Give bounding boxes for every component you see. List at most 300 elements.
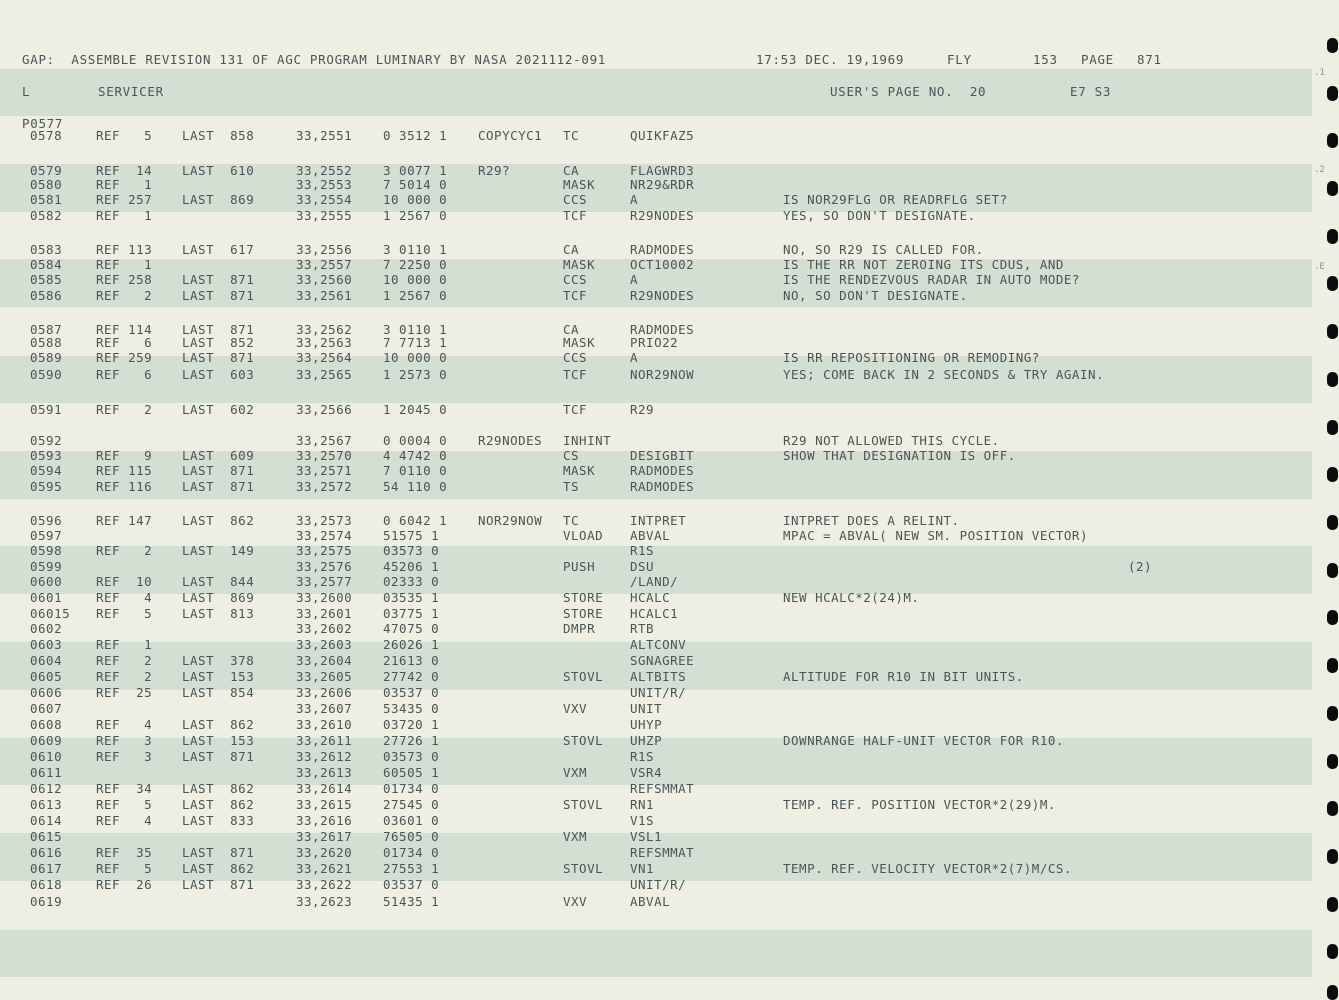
octal-code: 7 0110 0: [383, 463, 448, 478]
ref-count: REF 258: [96, 272, 153, 287]
ref-count: REF 25: [96, 685, 153, 700]
listing-row: [0, 513, 1312, 528]
line-number: 0603: [30, 637, 63, 652]
opcode: STOVL: [563, 861, 604, 876]
listing-row: [0, 574, 1312, 589]
octal-code: 51575 1: [383, 528, 440, 543]
opcode: VXM: [563, 829, 588, 844]
margin-mark: .E: [1314, 262, 1325, 272]
operand: QUIKFAZ5: [630, 128, 695, 143]
address: 33,2622: [296, 877, 353, 892]
ref-count: REF 116: [96, 479, 153, 494]
address: 33,2575: [296, 543, 353, 558]
ref-count: REF 257: [96, 192, 153, 207]
opcode: VXV: [563, 894, 588, 909]
octal-code: 03601 0: [383, 813, 440, 828]
line-number: 0601: [30, 590, 63, 605]
operand: /LAND/: [630, 574, 679, 589]
listing-row: [0, 781, 1312, 796]
listing-row: [0, 797, 1312, 812]
address: 33,2577: [296, 574, 353, 589]
ref-count: REF 2: [96, 653, 153, 668]
listing-row: [0, 749, 1312, 764]
opcode: TCF: [563, 288, 588, 303]
last-ref: LAST 869: [182, 590, 255, 605]
line-number: 0593: [30, 448, 63, 463]
opcode: PUSH: [563, 559, 596, 574]
opcode: CCS: [563, 192, 588, 207]
listing-row: [0, 177, 1312, 192]
last-ref: LAST 149: [182, 543, 255, 558]
opcode: STOVL: [563, 669, 604, 684]
listing-row: [0, 128, 1312, 143]
address: 33,2565: [296, 367, 353, 382]
ref-count: REF 6: [96, 367, 153, 382]
address: 33,2557: [296, 257, 353, 272]
subheader-section: SERVICER: [98, 84, 164, 99]
octal-code: 7 5014 0: [383, 177, 448, 192]
last-ref: LAST 610: [182, 163, 255, 178]
octal-code: 03573 0: [383, 543, 440, 558]
listing-row: [0, 701, 1312, 716]
ref-count: REF 26: [96, 877, 153, 892]
address: 33,2567: [296, 433, 353, 448]
header-time: 17:53 DEC. 19,1969: [756, 52, 905, 67]
ref-count: REF 35: [96, 845, 153, 860]
address: 33,2604: [296, 653, 353, 668]
octal-code: 10 000 0: [383, 192, 448, 207]
last-ref: LAST 871: [182, 749, 255, 764]
opcode: STOVL: [563, 733, 604, 748]
comment: NEW HCALC*2(24)M.: [783, 590, 920, 605]
ref-count: REF 6: [96, 335, 153, 350]
opcode: VXV: [563, 701, 588, 716]
line-number: 0588: [30, 335, 63, 350]
subheader-l: L: [22, 84, 31, 99]
ref-count: REF 2: [96, 402, 153, 417]
ref-count: REF 5: [96, 128, 153, 143]
paper-band: [0, 69, 1312, 116]
opcode: CCS: [563, 350, 588, 365]
address: 33,2564: [296, 350, 353, 365]
last-ref: LAST 862: [182, 781, 255, 796]
ref-count: REF 3: [96, 733, 153, 748]
comment: IS THE RR NOT ZEROING ITS CDUS, AND: [783, 257, 1064, 272]
header-title: GAP: ASSEMBLE REVISION 131 OF AGC PROGRAM LUMINARY BY NASA 2021112-091: [22, 52, 607, 67]
octal-code: 03535 1: [383, 590, 440, 605]
line-number: 0615: [30, 829, 63, 844]
last-ref: LAST 833: [182, 813, 255, 828]
operand: R1S: [630, 749, 655, 764]
listing-row: [0, 733, 1312, 748]
last-ref: LAST 871: [182, 845, 255, 860]
opcode: TC: [563, 513, 580, 528]
comment: TEMP. REF. POSITION VECTOR*2(29)M.: [783, 797, 1056, 812]
line-number: 0605: [30, 669, 63, 684]
line-number: 0606: [30, 685, 63, 700]
listing-row: [0, 829, 1312, 844]
listing-row: [0, 288, 1312, 303]
listing-row: [0, 653, 1312, 668]
address: 33,2601: [296, 606, 353, 621]
operand: OCT10002: [630, 257, 695, 272]
comment: MPAC = ABVAL( NEW SM. POSITION VECTOR): [783, 528, 1088, 543]
listing-row: [0, 543, 1312, 558]
listing-row: [0, 559, 1312, 574]
address: 33,2614: [296, 781, 353, 796]
address: 33,2617: [296, 829, 353, 844]
line-number: 0609: [30, 733, 63, 748]
line-number: 0580: [30, 177, 63, 192]
listing-row: [0, 765, 1312, 780]
listing-row: [0, 528, 1312, 543]
address: 33,2607: [296, 701, 353, 716]
address: 33,2561: [296, 288, 353, 303]
listing-row: [0, 163, 1312, 178]
opcode: STORE: [563, 590, 604, 605]
opcode: TCF: [563, 208, 588, 223]
ref-count: REF 2: [96, 669, 153, 684]
octal-code: 47075 0: [383, 621, 440, 636]
line-number: 0607: [30, 701, 63, 716]
line-number: 0592: [30, 433, 63, 448]
listing-row: [0, 637, 1312, 652]
listing-row: [0, 350, 1312, 365]
octal-code: 27742 0: [383, 669, 440, 684]
line-number: 0583: [30, 242, 63, 257]
ref-count: REF 10: [96, 574, 153, 589]
operand: DESIGBIT: [630, 448, 695, 463]
address: 33,2552: [296, 163, 353, 178]
last-ref: LAST 871: [182, 877, 255, 892]
comment: (2): [1128, 559, 1153, 574]
listing-row: [0, 861, 1312, 876]
line-number: 0604: [30, 653, 63, 668]
octal-code: 01734 0: [383, 781, 440, 796]
line-number: 0589: [30, 350, 63, 365]
address: 33,2572: [296, 479, 353, 494]
comment: NO, SO DON'T DESIGNATE.: [783, 288, 968, 303]
line-number: 0586: [30, 288, 63, 303]
last-ref: LAST 609: [182, 448, 255, 463]
ref-count: REF 1: [96, 208, 153, 223]
opcode: DMPR: [563, 621, 596, 636]
address: 33,2553: [296, 177, 353, 192]
opcode: VLOAD: [563, 528, 604, 543]
last-ref: LAST 858: [182, 128, 255, 143]
opcode: STOVL: [563, 797, 604, 812]
opcode: TC: [563, 128, 580, 143]
operand: A: [630, 192, 639, 207]
address: 33,2621: [296, 861, 353, 876]
address: 33,2600: [296, 590, 353, 605]
operand: VSL1: [630, 829, 663, 844]
line-number: 0587: [30, 322, 63, 337]
listing-row: [0, 448, 1312, 463]
last-ref: LAST 153: [182, 669, 255, 684]
opcode: INHINT: [563, 433, 612, 448]
last-ref: LAST 844: [182, 574, 255, 589]
ref-count: REF 115: [96, 463, 153, 478]
header-page-label: PAGE: [1081, 52, 1114, 67]
page-marker: P0577: [22, 116, 64, 131]
operand: R29NODES: [630, 208, 695, 223]
operand: RADMODES: [630, 479, 695, 494]
operand: UHZP: [630, 733, 663, 748]
comment: SHOW THAT DESIGNATION IS OFF.: [783, 448, 1016, 463]
octal-code: 21613 0: [383, 653, 440, 668]
operand: FLAGWRD3: [630, 163, 695, 178]
subheader-users-page: USER'S PAGE NO. 20: [830, 84, 987, 99]
paper-band: [0, 930, 1312, 977]
line-number: 0616: [30, 845, 63, 860]
octal-code: 0 0004 0: [383, 433, 448, 448]
operand: R29: [630, 402, 655, 417]
opcode: CA: [563, 322, 580, 337]
address: 33,2602: [296, 621, 353, 636]
address: 33,2615: [296, 797, 353, 812]
listing-row: [0, 257, 1312, 272]
address: 33,2611: [296, 733, 353, 748]
opcode: TCF: [563, 402, 588, 417]
operand: RN1: [630, 797, 655, 812]
ref-count: REF 4: [96, 813, 153, 828]
listing-row: [0, 433, 1312, 448]
ref-count: REF 5: [96, 797, 153, 812]
operand: A: [630, 350, 639, 365]
line-number: 0611: [30, 765, 63, 780]
last-ref: LAST 378: [182, 653, 255, 668]
line-number: 0613: [30, 797, 63, 812]
listing-row: [0, 590, 1312, 605]
label: NOR29NOW: [478, 513, 543, 528]
octal-code: 4 4742 0: [383, 448, 448, 463]
address: 33,2623: [296, 894, 353, 909]
listing-row: [0, 192, 1312, 207]
listing-row: [0, 813, 1312, 828]
octal-code: 1 2567 0: [383, 208, 448, 223]
listing-row: [0, 463, 1312, 478]
line-number: 0585: [30, 272, 63, 287]
octal-code: 0 3512 1: [383, 128, 448, 143]
line-number: 0579: [30, 163, 63, 178]
ref-count: REF 113: [96, 242, 153, 257]
last-ref: LAST 871: [182, 272, 255, 287]
octal-code: 7 2250 0: [383, 257, 448, 272]
address: 33,2576: [296, 559, 353, 574]
last-ref: LAST 852: [182, 335, 255, 350]
operand: RADMODES: [630, 322, 695, 337]
listing-row: [0, 877, 1312, 892]
comment: IS RR REPOSITIONING OR REMODING?: [783, 350, 1040, 365]
listing-row: [0, 335, 1312, 350]
ref-count: REF 5: [96, 861, 153, 876]
header-mode: FLY: [947, 52, 972, 67]
opcode: VXM: [563, 765, 588, 780]
line-number: 0595: [30, 479, 63, 494]
label: R29?: [478, 163, 511, 178]
operand: HCALC1: [630, 606, 679, 621]
listing-row: [0, 242, 1312, 257]
operand: ABVAL: [630, 528, 671, 543]
last-ref: LAST 854: [182, 685, 255, 700]
opcode: TS: [563, 479, 580, 494]
address: 33,2616: [296, 813, 353, 828]
last-ref: LAST 871: [182, 322, 255, 337]
line-number: 0578: [30, 128, 63, 143]
last-ref: LAST 617: [182, 242, 255, 257]
listing-row: [0, 606, 1312, 621]
line-number: 0598: [30, 543, 63, 558]
octal-code: 3 0110 1: [383, 322, 448, 337]
subheader-code: E7 S3: [1070, 84, 1112, 99]
label: COPYCYC1: [478, 128, 543, 143]
address: 33,2555: [296, 208, 353, 223]
comment: TEMP. REF. VELOCITY VECTOR*2(7)M/CS.: [783, 861, 1072, 876]
line-number: 0599: [30, 559, 63, 574]
listing-row: [0, 621, 1312, 636]
address: 33,2554: [296, 192, 353, 207]
last-ref: LAST 862: [182, 717, 255, 732]
line-number: 0591: [30, 402, 63, 417]
last-ref: LAST 871: [182, 350, 255, 365]
listing-row: [0, 367, 1312, 382]
octal-code: 60505 1: [383, 765, 440, 780]
operand: UNIT/R/: [630, 685, 687, 700]
operand: VN1: [630, 861, 655, 876]
operand: SGNAGREE: [630, 653, 695, 668]
address: 33,2562: [296, 322, 353, 337]
header-num: 153: [1033, 52, 1058, 67]
opcode: CA: [563, 242, 580, 257]
octal-code: 45206 1: [383, 559, 440, 574]
last-ref: LAST 871: [182, 463, 255, 478]
last-ref: LAST 813: [182, 606, 255, 621]
comment: INTPRET DOES A RELINT.: [783, 513, 960, 528]
line-number: 0614: [30, 813, 63, 828]
last-ref: LAST 862: [182, 861, 255, 876]
octal-code: 10 000 0: [383, 272, 448, 287]
margin-mark: .2: [1314, 165, 1325, 175]
octal-code: 76505 0: [383, 829, 440, 844]
comment: NO, SO R29 IS CALLED FOR.: [783, 242, 984, 257]
operand: UHYP: [630, 717, 663, 732]
octal-code: 03537 0: [383, 685, 440, 700]
line-number: 0581: [30, 192, 63, 207]
address: 33,2613: [296, 765, 353, 780]
octal-code: 03720 1: [383, 717, 440, 732]
listing-row: [0, 845, 1312, 860]
listing-row: [0, 669, 1312, 684]
octal-code: 10 000 0: [383, 350, 448, 365]
opcode: CCS: [563, 272, 588, 287]
address: 33,2563: [296, 335, 353, 350]
ref-count: REF 5: [96, 606, 153, 621]
octal-code: 03537 0: [383, 877, 440, 892]
octal-code: 03775 1: [383, 606, 440, 621]
address: 33,2551: [296, 128, 353, 143]
octal-code: 51435 1: [383, 894, 440, 909]
operand: R1S: [630, 543, 655, 558]
listing-row: [0, 479, 1312, 494]
operand: REFSMMAT: [630, 781, 695, 796]
listing-row: [0, 402, 1312, 417]
octal-code: 1 2567 0: [383, 288, 448, 303]
address: 33,2560: [296, 272, 353, 287]
address: 33,2573: [296, 513, 353, 528]
line-number: 0584: [30, 257, 63, 272]
operand: NOR29NOW: [630, 367, 695, 382]
ref-count: REF 4: [96, 717, 153, 732]
octal-code: 01734 0: [383, 845, 440, 860]
line-number: 0602: [30, 621, 63, 636]
last-ref: LAST 602: [182, 402, 255, 417]
operand: ALTBITS: [630, 669, 687, 684]
operand: DSU: [630, 559, 655, 574]
ref-count: REF 4: [96, 590, 153, 605]
ref-count: REF 9: [96, 448, 153, 463]
ref-count: REF 114: [96, 322, 153, 337]
listing-row: [0, 272, 1312, 287]
address: 33,2570: [296, 448, 353, 463]
ref-count: REF 34: [96, 781, 153, 796]
line-number: 0582: [30, 208, 63, 223]
octal-code: 53435 0: [383, 701, 440, 716]
octal-code: 03573 0: [383, 749, 440, 764]
address: 33,2610: [296, 717, 353, 732]
line-number: 0610: [30, 749, 63, 764]
comment: R29 NOT ALLOWED THIS CYCLE.: [783, 433, 1000, 448]
address: 33,2603: [296, 637, 353, 652]
line-number: 06015: [30, 606, 71, 621]
operand: HCALC: [630, 590, 671, 605]
opcode: MASK: [563, 257, 596, 272]
operand: V1S: [630, 813, 655, 828]
opcode: TCF: [563, 367, 588, 382]
operand: NR29&RDR: [630, 177, 695, 192]
opcode: MASK: [563, 335, 596, 350]
ref-count: REF 1: [96, 177, 153, 192]
ref-count: REF 1: [96, 257, 153, 272]
octal-code: 27545 0: [383, 797, 440, 812]
operand: RADMODES: [630, 463, 695, 478]
operand: UNIT: [630, 701, 663, 716]
comment: ALTITUDE FOR R10 IN BIT UNITS.: [783, 669, 1024, 684]
opcode: STORE: [563, 606, 604, 621]
address: 33,2556: [296, 242, 353, 257]
comment: DOWNRANGE HALF-UNIT VECTOR FOR R10.: [783, 733, 1064, 748]
opcode: CA: [563, 163, 580, 178]
octal-code: 3 0077 1: [383, 163, 448, 178]
line-number: 0600: [30, 574, 63, 589]
line-number: 0594: [30, 463, 63, 478]
ref-count: REF 2: [96, 288, 153, 303]
last-ref: LAST 862: [182, 797, 255, 812]
listing-row: [0, 685, 1312, 700]
octal-code: 54 110 0: [383, 479, 448, 494]
line-number: 0618: [30, 877, 63, 892]
ref-count: REF 259: [96, 350, 153, 365]
line-number: 0596: [30, 513, 63, 528]
octal-code: 1 2573 0: [383, 367, 448, 382]
ref-count: REF 14: [96, 163, 153, 178]
operand: ALTCONV: [630, 637, 687, 652]
operand: INTPRET: [630, 513, 687, 528]
opcode: MASK: [563, 463, 596, 478]
address: 33,2620: [296, 845, 353, 860]
last-ref: LAST 603: [182, 367, 255, 382]
opcode: CS: [563, 448, 580, 463]
